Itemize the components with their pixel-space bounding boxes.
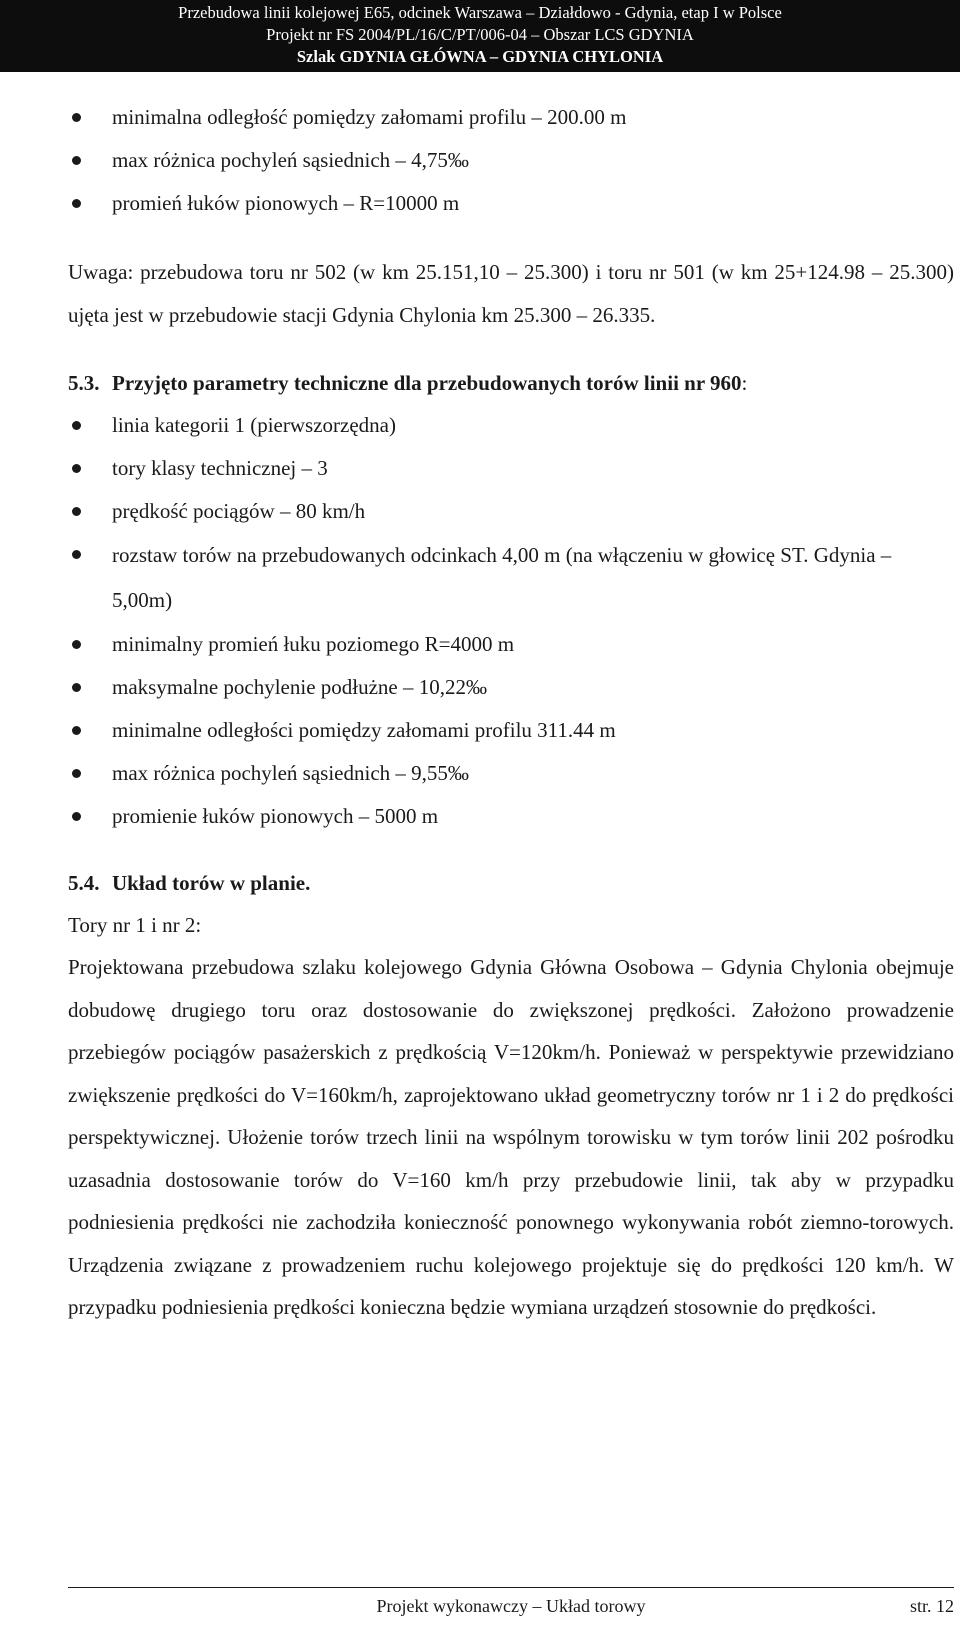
bullet-icon (72, 421, 81, 430)
bullet-icon (72, 640, 81, 649)
list-item: promienie łuków pionowych – 5000 m (68, 795, 954, 838)
section-title: Układ torów w planie. (112, 871, 311, 895)
bullet-icon (72, 199, 81, 208)
section-number: 5.4. (68, 871, 100, 895)
list-item: promień łuków pionowych – R=10000 m (68, 182, 954, 225)
bullet-icon (72, 683, 81, 692)
section-number: 5.3. (68, 371, 100, 395)
bullet-icon (72, 507, 81, 516)
profile-parameters-list (68, 96, 954, 225)
list-item: tory klasy technicznej – 3 (68, 447, 954, 490)
list-item: rozstaw torów na przebudowanych odcinkach 4,00 m (na włączeniu w głowicę ST. Gdynia – 5,00m) (68, 533, 954, 623)
bullet-icon (72, 113, 81, 122)
note-paragraph: Uwaga: przebudowa toru nr 502 (w km 25.151,10 – 25.300) i toru nr 501 (w km 25+124.98 – 25.300) ujęta jest w przebudowie stacji Gdynia Chylonia km 25.300 – 26.335. (68, 260, 954, 327)
bullet-icon (72, 769, 81, 778)
section-heading-5-3: 5.3. Przyjęto parametry techniczne dla przebudowanych torów linii nr 960: (68, 362, 954, 404)
bullet-icon (72, 726, 81, 735)
bullet-icon (72, 812, 81, 821)
header-project-number: Projekt nr FS 2004/PL/16/C/PT/006-04 – Obszar LCS GDYNIA (266, 25, 694, 44)
list-item: minimalna odległość pomiędzy załomami profilu – 200.00 m (68, 96, 954, 139)
list-item: max różnica pochyleń sąsiednich – 4,75‰ (68, 139, 954, 182)
list-item: minimalny promień łuku poziomego R=4000 m (68, 623, 954, 666)
body-paragraph: Projektowana przebudowa szlaku kolejowego Gdynia Główna Osobowa – Gdynia Chylonia obejmuje dobudowę drugiego toru oraz dostosowanie do zwiększonej prędkości. Założono prowadzenie przebiegów pociągów pasażerskich z prędkością V=120km/h. Ponieważ w perspektywie przewidziano zwiększenie prędkości do V=160km/h, zaprojektowano układ geometryczny torów nr 1 i 2 do prędkości perspektywicznej. Ułożenie torów trzech linii na wspólnym torowisku w tym torów linii 202 pośrodku uzasadnia dostosowanie torów do V=160 km/h przy przebudowie linii, tak aby w przypadku podniesienia prędkości nie zachodziła konieczność ponownego wykonywania robót ziemno-torowych. Urządzenia związane z prowadzeniem ruchu kolejowego projektuje się do prędkości 120 km/h. W przypadku podniesienia prędkości konieczna będzie wymiana urządzeń stosownie do prędkości. (68, 955, 954, 1319)
header-section-name: Szlak GDYNIA GŁÓWNA – GDYNIA CHYLONIA (296, 47, 664, 66)
document-footer (68, 1587, 954, 1616)
bullet-icon (72, 550, 81, 559)
section-heading-5-4 (68, 862, 954, 904)
list-item: maksymalne pochylenie podłużne – 10,22‰ (68, 666, 954, 709)
footer-title: Projekt wykonawczy – Układ torowy (376, 1596, 646, 1616)
technical-parameters-list (68, 404, 954, 838)
list-item: linia kategorii 1 (pierwszorzędna) (68, 404, 954, 447)
subheading: Tory nr 1 i nr 2: (68, 913, 202, 937)
list-item: max różnica pochyleń sąsiednich – 9,55‰ (68, 752, 954, 795)
document-body (68, 96, 954, 1329)
bullet-icon (72, 156, 81, 165)
list-item: prędkość pociągów – 80 km/h (68, 490, 954, 533)
list-item: minimalne odległości pomiędzy załomami profilu 311.44 m (68, 709, 954, 752)
header-project-title: Przebudowa linii kolejowej E65, odcinek Warszawa – Działdowo - Gdynia, etap I w Polsce (178, 3, 782, 22)
document-header (0, 0, 960, 72)
section-title: Przyjęto parametry techniczne dla przebudowanych torów linii nr 960 (112, 371, 742, 395)
page-number: str. 12 (909, 1596, 954, 1616)
bullet-icon (72, 464, 81, 473)
